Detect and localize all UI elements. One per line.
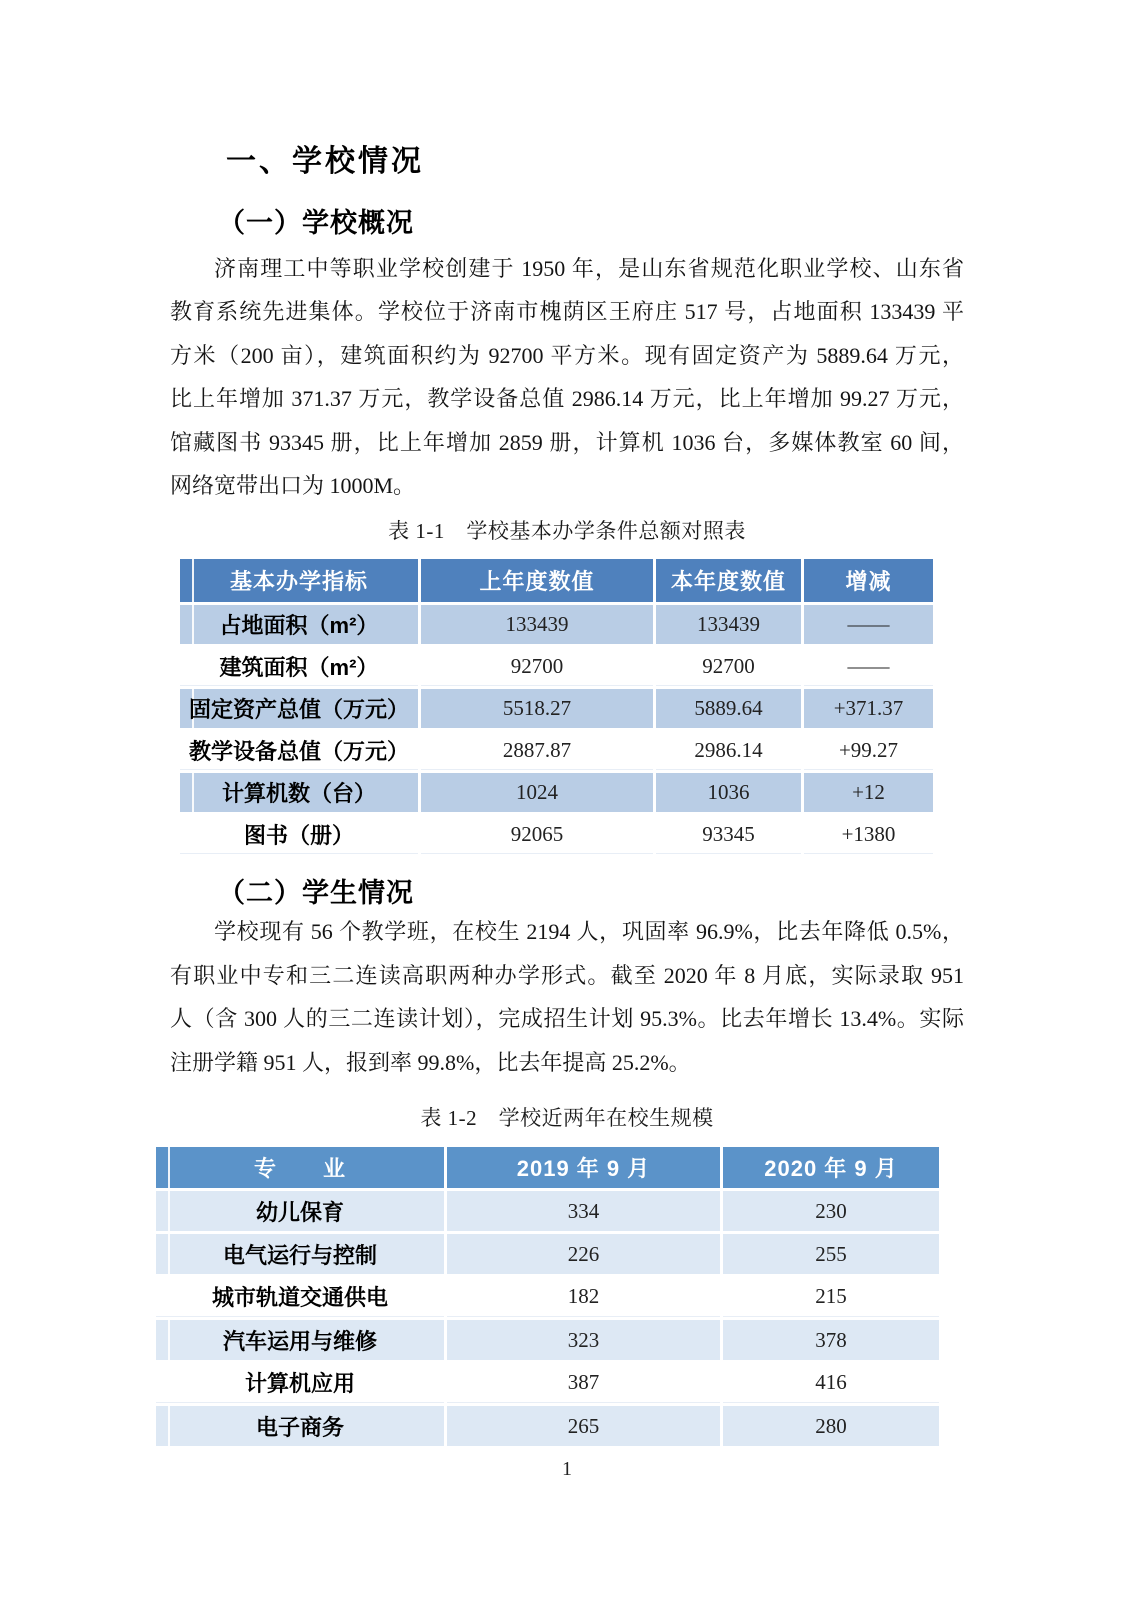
table-row [156,1406,942,1446]
table-row [180,605,933,644]
header-cell-indicator: 基本办学指标 [180,559,418,602]
table-caption-enrollment: 表 1-2 学校近两年在校生规模 [420,1106,714,1131]
cell-major: 城市轨道交通供电 [156,1277,444,1317]
table-body [180,605,933,854]
cell-prev-value: 2887.87 [421,731,653,770]
header-cell-2019: 2019 年 9 月 [447,1147,720,1188]
cell-indicator: 计算机数（台） [180,773,418,812]
subsection-heading-school-overview: （一）学校概况 [218,208,414,238]
cell-prev-value: 92700 [421,647,653,686]
paragraph-line: 济南理工中等职业学校创建于 1950 年，是山东省规范化职业学校、山东省 [214,256,964,281]
cell-2020-value: 215 [723,1277,939,1317]
cell-prev-value: 133439 [421,605,653,644]
table-row [180,689,933,728]
cell-indicator: 教学设备总值（万元） [180,731,418,770]
cell-curr-value: 92700 [656,647,801,686]
cell-2019-value: 182 [447,1277,720,1317]
section-heading: 一、学校情况 [226,145,424,178]
paragraph-line: 人（含 300 人的三二连读计划），完成招生计划 95.3%。比去年增长 13.4%。实际 [170,1006,964,1032]
cell-curr-value: 93345 [656,815,801,854]
cell-prev-value: 1024 [421,773,653,812]
cell-curr-value: 1036 [656,773,801,812]
table-row [180,731,933,770]
cell-curr-value: 2986.14 [656,731,801,770]
table-basic-conditions [180,559,933,854]
cell-curr-value: 133439 [656,605,801,644]
paragraph-line: 学校现有 56 个教学班，在校生 2194 人，巩固率 96.9%，比去年降低 0.5%， [214,919,964,945]
paragraph-students [170,910,964,1084]
header-cell-prev-year: 上年度数值 [421,559,653,602]
table-row [156,1363,942,1403]
cell-prev-value: 92065 [421,815,653,854]
cell-curr-value: 5889.64 [656,689,801,728]
paragraph-school-overview [170,247,964,507]
cell-2019-value: 334 [447,1191,720,1231]
paragraph-line: 方米（200 亩），建筑面积约为 92700 平方米。现有固定资产为 5889.64 万元， [170,342,964,368]
cell-indicator: 占地面积（m²） [180,605,418,644]
table-row [156,1191,942,1231]
paragraph-line: 馆藏图书 93345 册，比上年增加 2859 册，计算机 1036 台，多媒体教室 60 间， [170,429,964,455]
table-header-row [180,559,933,602]
paragraph-line: 教育系统先进集体。学校位于济南市槐荫区王府庄 517 号，占地面积 133439 平 [170,299,964,325]
header-cell-major: 专 业 [156,1147,444,1188]
cell-delta-value: —— [804,605,933,644]
table-header-row [156,1147,942,1188]
paragraph-line: 有职业中专和三二连读高职两种办学形式。截至 2020 年 8 月底，实际录取 951 [170,962,964,988]
table-row [180,647,933,686]
cell-2020-value: 255 [723,1234,939,1274]
cell-delta-value: —— [804,647,933,686]
page-content [170,0,964,1482]
header-cell-curr-year: 本年度数值 [656,559,801,602]
cell-indicator: 固定资产总值（万元） [180,689,418,728]
table-row [180,773,933,812]
paragraph-line: 注册学籍 951 人，报到率 99.8%，比去年提高 25.2%。 [170,1049,691,1075]
cell-2019-value: 323 [447,1320,720,1360]
cell-2019-value: 387 [447,1363,720,1403]
cell-delta-value: +371.37 [804,689,933,728]
table-row [180,815,933,854]
table-enrollment [156,1147,942,1446]
cell-2020-value: 230 [723,1191,939,1231]
cell-major: 计算机应用 [156,1363,444,1403]
cell-2019-value: 226 [447,1234,720,1274]
table-caption-basic-conditions: 表 1-1 学校基本办学条件总额对照表 [388,519,746,544]
paragraph-line: 比上年增加 371.37 万元，教学设备总值 2986.14 万元，比上年增加 99.27 万元， [170,386,964,412]
cell-major: 电气运行与控制 [156,1234,444,1274]
cell-delta-value: +1380 [804,815,933,854]
cell-delta-value: +99.27 [804,731,933,770]
cell-delta-value: +12 [804,773,933,812]
cell-major: 电子商务 [156,1406,444,1446]
cell-2020-value: 416 [723,1363,939,1403]
cell-prev-value: 5518.27 [421,689,653,728]
page-number: 1 [562,1458,572,1481]
cell-2020-value: 280 [723,1406,939,1446]
header-cell-delta: 增减 [804,559,933,602]
table-body [156,1191,942,1446]
cell-2019-value: 265 [447,1406,720,1446]
table-row [156,1320,942,1360]
cell-2020-value: 378 [723,1320,939,1360]
table-row [156,1234,942,1274]
paragraph-line: 网络宽带出口为 1000M。 [170,473,416,499]
cell-major: 幼儿保育 [156,1191,444,1231]
cell-indicator: 图书（册） [180,815,418,854]
cell-indicator: 建筑面积（m²） [180,647,418,686]
table-row [156,1277,942,1317]
header-cell-2020: 2020 年 9 月 [723,1147,939,1188]
subsection-heading-students: （二）学生情况 [218,878,414,909]
cell-major: 汽车运用与维修 [156,1320,444,1360]
